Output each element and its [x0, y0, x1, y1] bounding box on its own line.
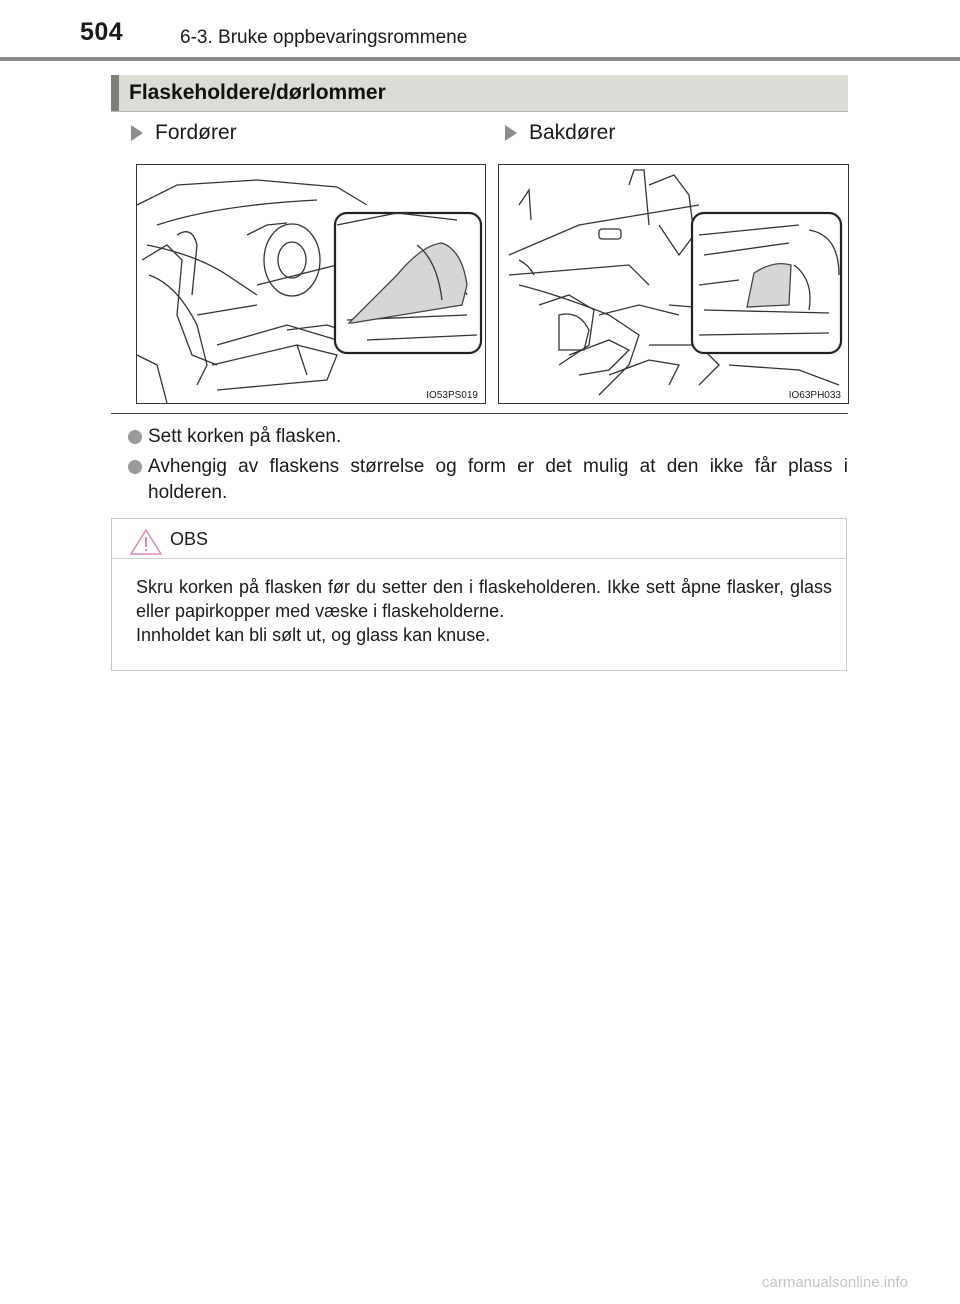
bullet-dot-icon — [128, 460, 142, 474]
front-figure-code: IO53PS019 — [426, 390, 478, 401]
section-accent — [111, 75, 119, 111]
notice-header — [112, 519, 846, 559]
bullet-item — [128, 454, 848, 506]
bullet-text: Avhengig av flaskens størrelse og form er det mulig at den ikke får plass i holderen. — [148, 456, 848, 503]
section-heading-bar — [111, 75, 848, 112]
watermark: carmanualsonline.info — [762, 1274, 908, 1291]
bullet-text: Sett korken på flasken. — [148, 426, 342, 447]
notice-paragraph: Skru korken på flasken før du setter den i flaskeholderen. Ikke sett åpne flasker, glass eller papirkopper med væske i flaskeholderne. — [136, 577, 832, 621]
triangle-bullet-icon — [505, 125, 517, 141]
front-door-drawing — [137, 165, 485, 403]
notice-paragraph: Innholdet kan bli sølt ut, og glass kan knuse. — [136, 625, 491, 645]
figure-divider — [111, 413, 848, 414]
warning-triangle-icon — [129, 528, 163, 556]
bullet-dot-icon — [128, 430, 142, 444]
front-door-label-text: Fordører — [155, 121, 237, 144]
rear-figure-code: IO63PH033 — [788, 390, 841, 401]
rear-door-illustration — [498, 164, 849, 404]
rear-door-label-text: Bakdører — [529, 121, 616, 144]
notice-box — [111, 518, 847, 671]
bullet-item — [128, 424, 848, 450]
notice-body — [136, 575, 832, 647]
header-rule — [0, 57, 960, 61]
triangle-bullet-icon — [131, 125, 143, 141]
page-number: 504 — [80, 18, 124, 46]
rear-door-drawing — [499, 165, 848, 403]
running-head: 6-3. Bruke oppbevaringsrommene — [180, 27, 468, 48]
front-door-illustration — [136, 164, 486, 404]
section-title: Flaskeholdere/dørlommer — [129, 81, 386, 104]
notice-label: OBS — [170, 529, 209, 549]
front-door-label — [131, 121, 237, 145]
rear-door-label — [505, 121, 615, 145]
